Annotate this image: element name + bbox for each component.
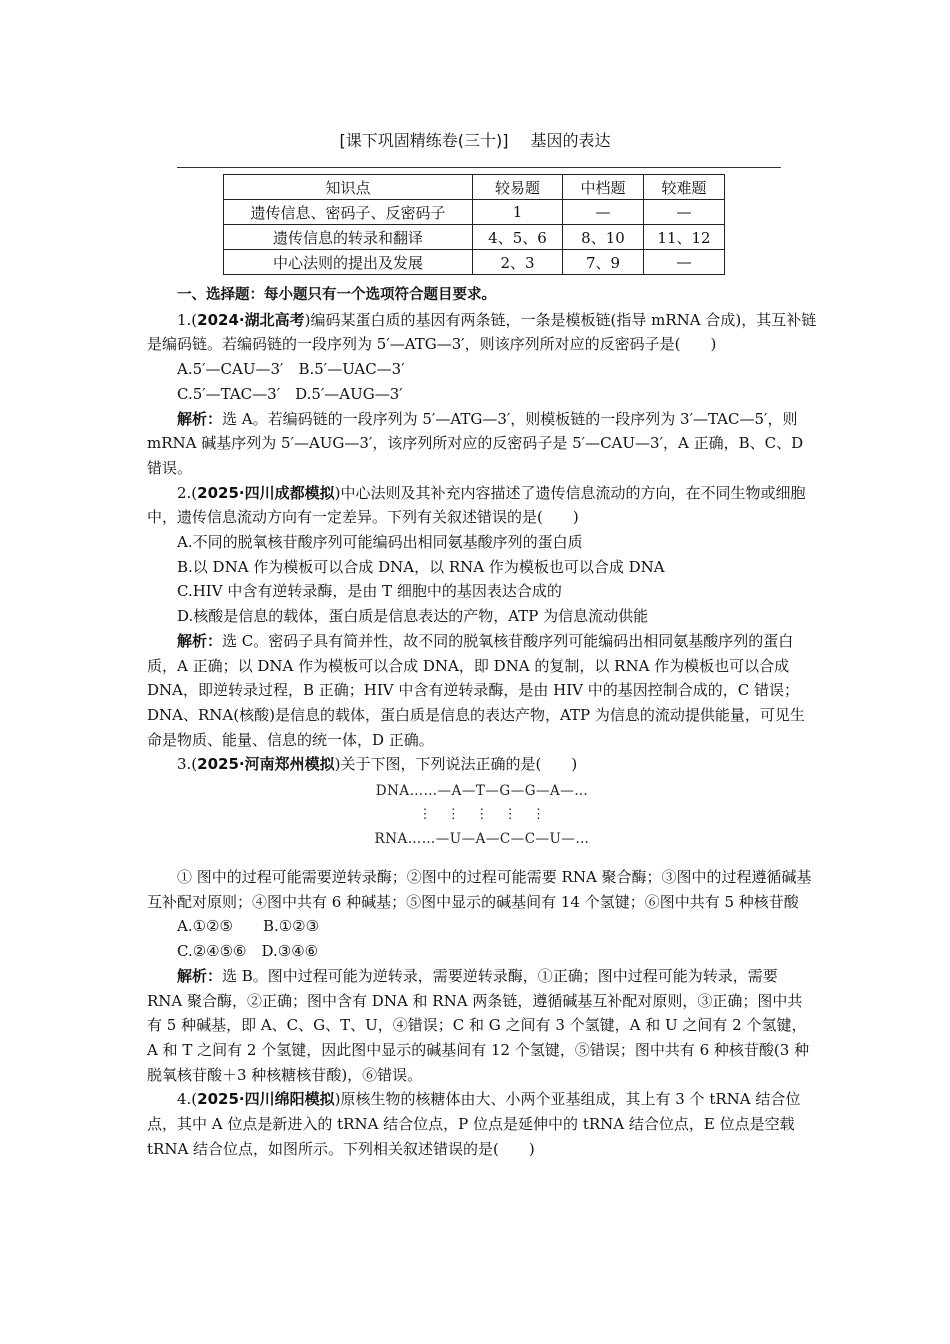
table-header-cell: 知识点 [224,175,473,200]
q3-analysis [147,964,817,1088]
q3-number: 3.( [177,755,198,774]
q3-options-cd: C.②④⑤⑥ D.③④⑥ [177,942,319,961]
table-row [224,225,725,250]
q1-analysis-text: 选 A。若编码链的一段序列为 5′—ATG—3′，则模板链的一段序列为 3′—TAC—5′，则 mRNA 碱基序列为 5′—AUG—3′，该序列所对应的反密码子是 5′—CAU—3′，A 正确，B、C、D 错误。 [147,409,804,477]
knowledge-table [223,174,725,275]
table-cell: 遗传信息、密码子、反密码子 [224,200,473,225]
table-cell: 中心法则的提出及发展 [224,250,473,275]
q4-source: 2025·四川绵阳模拟 [197,1090,335,1109]
table-cell: 11、12 [644,225,725,250]
q2-text: )中心法则及其补充内容描述了遗传信息流动的方向，在不同生物或细胞中，遗传信息流动方向有一定差异。下列有关叙述错误的是( ) [147,483,806,527]
q1-options-cd: C.5′—TAC—3′ D.5′—AUG—3′ [177,384,403,403]
table-row [224,200,725,225]
page-title [0,128,950,151]
title-divider [177,167,781,168]
question-4-stem [147,1087,817,1161]
q2-option-c: C.HIV 中含有逆转录酶，是由 T 细胞中的基因表达合成的 [177,582,562,601]
q3-analysis-text: 选 B。图中过程可能为逆转录，需要逆转录酶，①正确；图中过程可能为转录，需要 RNA 聚合酶，②正确；图中含有 DNA 和 RNA 两条链，遵循碱基互补配对原则，③正确；图中共有 5 种碱基，即 A、C、G、T、U，④错误；C 和 G 之间有 3 个氢键，A 和 U 之间有 2 个氢键，A 和 T 之间有 2 个氢键，因此图中显示的碱基间有 12 个氢键，⑤错误；图中共有 6 种核苷酸(3 种脱氧核苷酸＋3 种核糖核苷酸)，⑥错误。 [147,966,810,1084]
diagram-hydrogen-bonds: ⋮ ⋮ ⋮ ⋮ ⋮ [418,806,546,823]
table-cell: 1 [473,200,563,225]
q4-number: 4.( [177,1090,198,1109]
question-2-stem [147,481,817,530]
table-cell: 8、10 [563,225,644,250]
table-cell: 4、5、6 [473,225,563,250]
table-cell: — [563,200,644,225]
q3-source: 2025·河南郑州模拟 [197,755,335,774]
question-1-stem [147,308,817,357]
table-header-cell: 较易题 [473,175,563,200]
q2-option-d: D.核酸是信息的载体，蛋白质是信息表达的产物，ATP 为信息流动供能 [177,607,649,626]
q1-analysis [147,407,817,481]
q3-options-ab: A.①②⑤ B.①②③ [177,917,320,936]
table-cell: 2、3 [473,250,563,275]
q1-text: )编码某蛋白质的基因有两条链，一条是模板链(指导 mRNA 合成)，其互补链是编码链。若编码链的一段序列为 5′—ATG—3′，则该序列所对应的反密码子是( ) [147,310,817,354]
diagram-rna-strand: RNA……—U—A—C—C—U—… [374,831,590,848]
q2-number: 2.( [177,483,198,502]
title-topic: 基因的表达 [530,131,611,150]
q2-analysis-text: 选 C。密码子具有简并性，故不同的脱氧核苷酸序列可能编码出相同氨基酸序列的蛋白质，A 正确；以 DNA 作为模板可以合成 DNA，即 DNA 的复制，以 RNA 作为模板也可以合成 DNA，即逆转录过程，B 正确；HIV 中含有逆转录酶，是由 HIV 中的基因控制合成的，C 错误；DNA、RNA(核酸)是信息的载体，蛋白质是信息的表达产物，ATP 为信息的流动提供能量，可见生命是物质、能量、信息的统一体，D 正确。 [147,631,805,749]
table-header-cell: 中档题 [563,175,644,200]
section-heading: 一、选择题：每小题只有一个选项符合题目要求。 [177,287,496,303]
table-header-cell: 较难题 [644,175,725,200]
diagram-dna-strand: DNA……—A—T—G—G—A—… [375,783,589,800]
question-content [147,283,817,1162]
question-3-stem [147,752,817,777]
table-cell: 7、9 [563,250,644,275]
q3-text: )关于下图，下列说法正确的是( ) [334,755,578,774]
q1-source: 2024·湖北高考 [197,310,305,329]
analysis-label: 解析： [177,409,223,428]
title-series: [课下巩固精练卷(三十)] [339,131,509,150]
q2-analysis [147,629,817,753]
q3-statements: ① 图中的过程可能需要逆转录酶；②图中的过程可能需要 RNA 聚合酶；③图中的过程遵循碱基互补配对原则；④图中共有 6 种碱基；⑤图中显示的碱基间有 14 个氢键；⑥图中共有 5 种核苷酸 [147,868,812,911]
analysis-label: 解析： [177,966,223,985]
q2-source: 2025·四川成都模拟 [197,483,335,502]
table-cell: 遗传信息的转录和翻译 [224,225,473,250]
q2-option-a: A.不同的脱氧核苷酸序列可能编码出相同氨基酸序列的蛋白质 [177,533,583,552]
q1-options-ab: A.5′—CAU—3′ B.5′—UAC—3′ [177,360,405,379]
table-cell: — [644,250,725,275]
q4-text: )原核生物的核糖体由大、小两个亚基组成，其上有 3 个 tRNA 结合位点，其中 A 位点是新进入的 tRNA 结合位点，P 位点是延伸中的 tRNA 结合位点，E 位点是空载 tRNA 结合位点，如图所示。下列相关叙述错误的是( ) [147,1090,801,1158]
q1-number: 1.( [177,310,198,329]
table-header-row [224,175,725,200]
q2-option-b: B.以 DNA 作为模板可以合成 DNA，以 RNA 作为模板也可以合成 DNA [177,557,665,576]
dna-rna-diagram [147,777,817,865]
analysis-label: 解析： [177,631,223,650]
table-cell: — [644,200,725,225]
table-row [224,250,725,275]
